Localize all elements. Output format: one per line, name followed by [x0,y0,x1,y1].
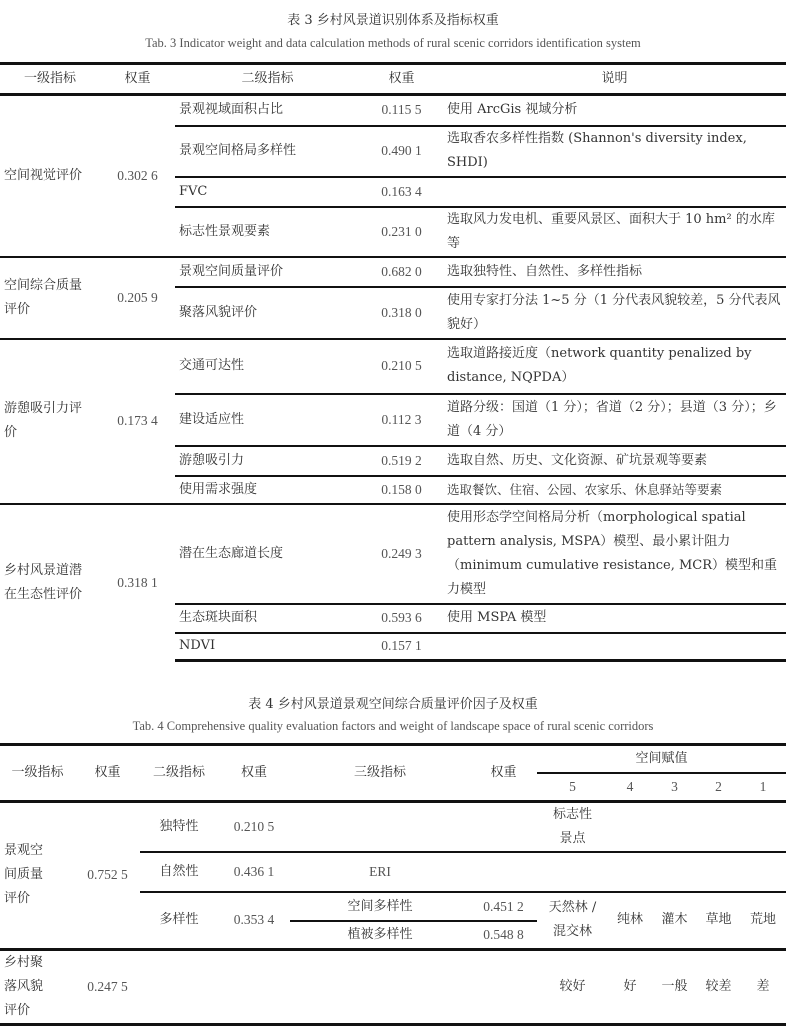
indicator-name: 交通可达性 [175,339,360,394]
indicator-desc: 选取餐饮、住宿、公园、农家乐、休息驿站等要素 [443,476,786,504]
indicator-weight: 0.353 4 [218,892,290,949]
indicator-weight: 0.115 5 [360,95,443,126]
indicator-name: 使用需求强度 [175,476,360,504]
indicator-desc [443,177,786,207]
indicator-weight: 0.519 2 [360,446,443,476]
group-weight: 0.302 6 [100,95,175,257]
table4-title-cn: 表 4 乡村风景道景观空间综合质量评价因子及权重 [248,697,538,712]
indicator-weight: 0.436 1 [218,852,290,892]
indicator-weight: 0.210 5 [233,819,275,834]
indicator-weight: 0.210 5 [360,339,443,394]
indicator-weight: 0.318 0 [360,287,443,339]
third-indicator: 空间多样性 [290,892,470,921]
score-header: 2 [697,773,740,802]
table-row [0,339,786,394]
indicator-desc: 选取道路接近度（network quantity penalized by distance, NQPDA） [443,339,786,394]
indicator-weight: 0.249 3 [360,504,443,604]
group-weight: 0.205 9 [100,257,175,339]
col-header: 权重 [75,745,140,802]
group-weight: 0.752 5 [87,867,128,883]
value-1: 荒地 [740,892,786,949]
value-5: 标志性景点 [552,807,592,846]
indicator-weight: 0.490 1 [360,126,443,177]
value-5: 较好 [537,949,608,1024]
indicator-name: 生态斑块面积 [175,604,360,633]
table3-header-row [0,64,786,95]
indicator-name: 景观视域面积占比 [175,95,360,126]
indicator-desc: 使用形态学空间格局分析（morphological spatial pattern analysis, MSPA）模型、最小累计阻力（minimum cumulative resistance, MCR）模型和重力模型 [443,504,786,604]
group-weight: 0.247 5 [75,949,140,1024]
value-2: 草地 [697,892,740,949]
indicator-name: 游憩吸引力 [175,446,360,476]
col-header: 二级指标 [175,64,360,95]
indicator-weight: 0.593 6 [360,604,443,633]
col-header: 一级指标 [0,64,100,95]
col-header-space-value: 空间赋值 [537,745,786,774]
third-indicator: ERI [290,852,470,892]
indicator-name: NDVI [175,633,360,661]
indicator-name: 自然性 [140,852,218,892]
table4 [0,743,786,1026]
indicator-desc: 选取自然、历史、文化资源、矿坑景观等要素 [443,446,786,476]
indicator-name: 景观空间格局多样性 [175,126,360,177]
indicator-weight: 0.682 0 [360,257,443,287]
col-header: 权重 [100,64,175,95]
value-2: 较差 [697,949,740,1024]
col-header: 权重 [218,745,290,802]
group-name: 乡村风景道潜在生态性评价 [0,504,100,661]
indicator-name: 景观空间质量评价 [175,257,360,287]
value-3: 灌木 [652,892,697,949]
table3-title-en: Tab. 3 Indicator weight and data calculation methods of rural scenic corridors identification system [145,36,641,50]
table-row [0,949,786,1024]
value-4: 好 [608,949,652,1024]
col-header: 一级指标 [0,745,75,802]
indicator-name: 标志性景观要素 [175,207,360,257]
value-5: 天然林 / 混交林 [537,892,608,949]
group-weight: 0.318 1 [100,504,175,661]
group-name: 空间综合质量评价 [0,257,100,339]
third-weight: 0.451 2 [470,892,537,921]
indicator-desc: 选取香农多样性指数 (Shannon's diversity index, SHDI) [443,126,786,177]
group-name: 游憩吸引力评价 [0,339,100,504]
indicator-name: 建设适应性 [175,394,360,446]
group-name: 空间视觉评价 [0,95,100,257]
indicator-desc: 使用 MSPA 模型 [443,604,786,633]
score-header: 4 [608,773,652,802]
table4-header-row [0,745,786,774]
value-4: 纯林 [608,892,652,949]
group-name: 景观空间质量评价 [4,843,44,907]
indicator-weight: 0.157 1 [360,633,443,661]
indicator-desc: 选取独特性、自然性、多样性指标 [443,257,786,287]
table4-title-en: Tab. 4 Comprehensive quality evaluation factors and weight of landscape space of rural scenic corridors [132,719,654,733]
indicator-desc: 使用专家打分法 1~5 分（1 分代表风貌较差，5 分代表风貌好） [443,287,786,339]
indicator-name: 独特性 [159,819,199,834]
indicator-name: 聚落风貌评价 [175,287,360,339]
indicator-name: 多样性 [140,892,218,949]
indicator-desc: 使用 ArcGis 视域分析 [443,95,786,126]
third-indicator: 植被多样性 [290,921,470,949]
col-header: 权重 [360,64,443,95]
group-weight: 0.173 4 [100,339,175,504]
score-header: 1 [740,773,786,802]
table-row [0,504,786,604]
group-name: 乡村聚落风貌评价 [0,949,75,1024]
indicator-desc [443,633,786,661]
table3 [0,62,786,662]
third-weight: 0.548 8 [470,921,537,949]
indicator-weight: 0.231 0 [360,207,443,257]
score-header: 3 [652,773,697,802]
indicator-weight: 0.163 4 [360,177,443,207]
indicator-desc: 道路分级：国道（1 分）；省道（2 分）；县道（3 分）；乡道（4 分） [443,394,786,446]
col-header: 二级指标 [140,745,218,802]
col-header: 权重 [470,745,537,802]
col-header: 说明 [443,64,786,95]
table-row [0,802,786,853]
table-row [0,257,786,287]
table-row [0,95,786,126]
indicator-name: FVC [175,177,360,207]
indicator-weight: 0.112 3 [360,394,443,446]
table3-title-cn: 表 3 乡村风景道识别体系及指标权重 [287,13,499,28]
score-header: 5 [537,773,608,802]
indicator-weight: 0.158 0 [360,476,443,504]
indicator-desc: 选取风力发电机、重要风景区、面积大于 10 hm² 的水库等 [443,207,786,257]
indicator-name: 潜在生态廊道长度 [175,504,360,604]
value-3: 一般 [652,949,697,1024]
value-1: 差 [740,949,786,1024]
col-header: 三级指标 [290,745,470,802]
